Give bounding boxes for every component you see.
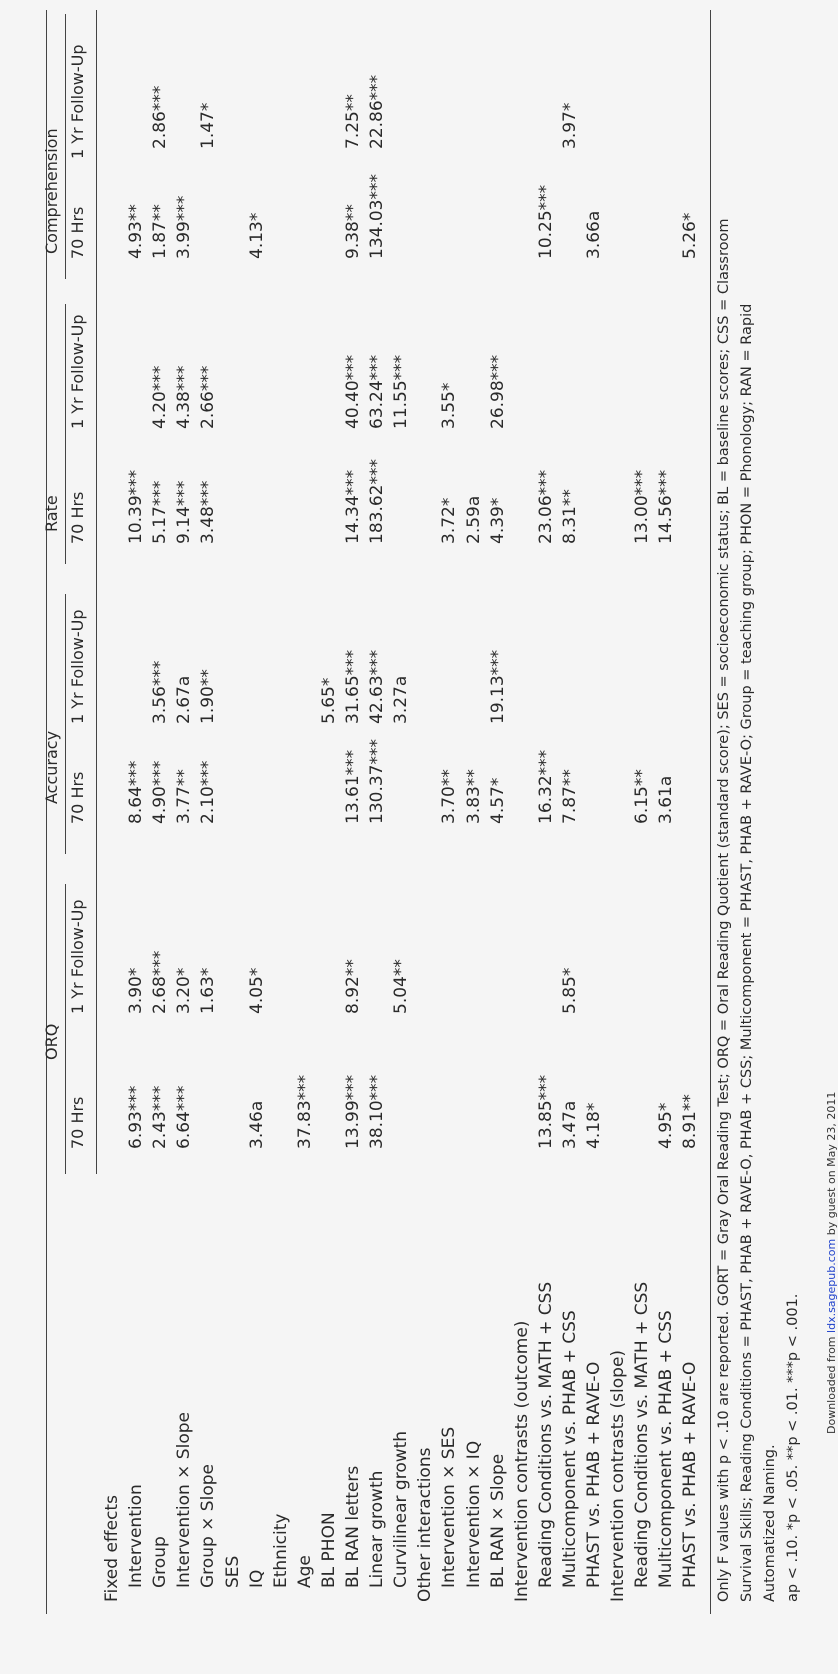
table-cell: 40.40*** bbox=[343, 354, 363, 429]
table-cell: 3.70** bbox=[439, 769, 460, 824]
table-cell: 13.85*** bbox=[535, 1074, 556, 1149]
table-cell: 3.20* bbox=[174, 967, 195, 1014]
table-cell: 3.97* bbox=[559, 102, 580, 149]
table-cell: 5.04** bbox=[391, 959, 412, 1014]
table-cell: 2.68*** bbox=[150, 950, 171, 1014]
table-cell: 31.65*** bbox=[343, 649, 363, 724]
table-cell: 38.10*** bbox=[367, 1074, 388, 1149]
table-cell: 14.34*** bbox=[343, 469, 363, 544]
table-cell: 134.03*** bbox=[367, 174, 388, 259]
group-header-orq: ORQ bbox=[42, 1023, 61, 1060]
table-cell: 130.37*** bbox=[367, 739, 388, 824]
table-cell: 2.67a bbox=[174, 675, 195, 724]
table-cell: 3.83** bbox=[463, 769, 484, 824]
row-label: BL PHON bbox=[318, 1512, 339, 1588]
table-cell: 2.59a bbox=[463, 495, 484, 544]
row-label: Fixed effects bbox=[102, 1495, 122, 1602]
subhead-accuracy-followup: 1 Yr Follow-Up bbox=[68, 609, 87, 724]
table-cell: 1.63* bbox=[198, 967, 219, 1014]
subhead-orq-followup: 1 Yr Follow-Up bbox=[68, 899, 87, 1014]
table-cell: 5.65* bbox=[318, 677, 339, 724]
subhead-comprehension-followup: 1 Yr Follow-Up bbox=[68, 44, 87, 159]
table-cell: 7.25** bbox=[343, 94, 363, 149]
row-label: PHAST vs. PHAB + RAVE-O bbox=[680, 1361, 701, 1588]
table-cell: 3.55* bbox=[439, 382, 460, 429]
accuracy-underline bbox=[65, 594, 66, 854]
row-label: Reading Conditions vs. MATH + CSS bbox=[535, 1281, 556, 1588]
subhead-comprehension-70hrs: 70 Hrs bbox=[68, 206, 87, 259]
table-cell: 4.05* bbox=[246, 967, 267, 1014]
row-label: BL RAN × Slope bbox=[487, 1453, 508, 1588]
table-cell: 3.61a bbox=[656, 775, 677, 824]
table-cell: 10.25*** bbox=[535, 184, 556, 259]
table-cell: 4.90*** bbox=[150, 760, 171, 824]
table-cell: 4.95* bbox=[656, 1102, 677, 1149]
table-cell: 4.38*** bbox=[174, 365, 195, 429]
table-cell: 5.85* bbox=[559, 967, 580, 1014]
table-cell: 9.14*** bbox=[174, 480, 195, 544]
group-header-rate: Rate bbox=[42, 495, 61, 532]
row-label: Multicomponent vs. PHAB + CSS bbox=[656, 1310, 677, 1588]
table-cell: 3.47a bbox=[559, 1100, 580, 1149]
note-line-4: ap < .10. *p < .05. **p < .01. ***p < .001. bbox=[785, 1293, 801, 1602]
source-link[interactable]: ldx.sagepub.com bbox=[825, 1238, 838, 1333]
row-label: SES bbox=[222, 1555, 243, 1588]
note-line-3: Automatized Naming. bbox=[762, 1444, 778, 1602]
table-cell: 8.31** bbox=[559, 489, 580, 544]
row-label: Other interactions bbox=[415, 1447, 436, 1602]
table-cell: 26.98*** bbox=[487, 354, 508, 429]
table-cell: 3.27a bbox=[391, 675, 412, 724]
header-bottom-rule bbox=[96, 10, 97, 1174]
table-cell: 3.99*** bbox=[174, 195, 195, 259]
table-cell: 23.06*** bbox=[535, 469, 556, 544]
table-cell: 6.15** bbox=[632, 769, 653, 824]
subhead-accuracy-70hrs: 70 Hrs bbox=[68, 771, 87, 824]
row-label: BL RAN letters bbox=[343, 1465, 363, 1588]
table-cell: 3.66a bbox=[584, 210, 604, 259]
table-cell: 16.32*** bbox=[535, 749, 556, 824]
table-cell: 10.39*** bbox=[126, 469, 147, 544]
table-cell: 1.47* bbox=[198, 102, 219, 149]
row-label: Group × Slope bbox=[198, 1464, 219, 1588]
table-cell: 1.90** bbox=[198, 669, 219, 724]
table-cell: 22.86*** bbox=[367, 74, 388, 149]
table-cell: 4.20*** bbox=[150, 365, 171, 429]
subhead-orq-70hrs: 70 Hrs bbox=[68, 1096, 87, 1149]
table-cell: 13.99*** bbox=[343, 1074, 363, 1149]
table-cell: 3.48*** bbox=[198, 480, 219, 544]
row-label: IQ bbox=[246, 1569, 267, 1588]
note-line-2: Survival Skills; Reading Conditions = PHAST, PHAB + RAVE-O, PHAB + CSS; Multicomponent = PHAST, PHAB + RAVE-O; Group = teaching group; PHON = Phonology; RAN = Rapid bbox=[739, 303, 755, 1602]
download-source bbox=[825, 1092, 838, 1434]
row-label: Intervention contrasts (slope) bbox=[608, 1349, 629, 1602]
table-cell: 37.83*** bbox=[294, 1074, 315, 1149]
row-label: Intervention bbox=[126, 1484, 147, 1588]
row-label: Intervention × IQ bbox=[463, 1440, 484, 1588]
table-cell: 63.24*** bbox=[367, 354, 388, 429]
table-cell: 2.86*** bbox=[150, 85, 171, 149]
subhead-rate-70hrs: 70 Hrs bbox=[68, 491, 87, 544]
subhead-rate-followup: 1 Yr Follow-Up bbox=[68, 314, 87, 429]
table-cell: 11.55*** bbox=[391, 354, 412, 429]
table-cell: 9.38** bbox=[343, 204, 363, 259]
row-label: Intervention × SES bbox=[439, 1426, 460, 1588]
table-cell: 8.64*** bbox=[126, 760, 147, 824]
row-label: Multicomponent vs. PHAB + CSS bbox=[559, 1310, 580, 1588]
group-header-comprehension: Comprehension bbox=[42, 128, 61, 254]
table-cell: 8.92** bbox=[343, 959, 363, 1014]
row-label: PHAST vs. PHAB + RAVE-O bbox=[584, 1361, 604, 1588]
table-cell: 3.90* bbox=[126, 967, 147, 1014]
table-cell: 4.18* bbox=[584, 1102, 604, 1149]
table-cell: 13.61*** bbox=[343, 749, 363, 824]
table-cell: 3.46a bbox=[246, 1100, 267, 1149]
source-suffix: by guest on May 23, 2011 bbox=[825, 1091, 838, 1239]
orq-underline bbox=[65, 884, 66, 1174]
rotated-table-page bbox=[10, 0, 838, 1674]
table-cell: 3.56*** bbox=[150, 660, 171, 724]
table-cell: 1.87** bbox=[150, 204, 171, 259]
row-label: Intervention × Slope bbox=[174, 1412, 195, 1588]
row-label: Curvilinear growth bbox=[391, 1430, 412, 1588]
table-bottom-rule bbox=[710, 10, 711, 1614]
row-label: Linear growth bbox=[367, 1470, 388, 1588]
table-cell: 19.13*** bbox=[487, 649, 508, 724]
row-label: Group bbox=[150, 1536, 171, 1588]
table-cell: 4.57* bbox=[487, 777, 508, 824]
table-cell: 8.91** bbox=[680, 1094, 701, 1149]
table-cell: 7.87** bbox=[559, 769, 580, 824]
row-label: Age bbox=[294, 1555, 315, 1588]
row-label: Reading Conditions vs. MATH + CSS bbox=[632, 1281, 653, 1588]
group-header-accuracy: Accuracy bbox=[42, 730, 61, 804]
table-cell: 42.63*** bbox=[367, 649, 388, 724]
table-cell: 5.26* bbox=[680, 212, 701, 259]
table-cell: 6.93*** bbox=[126, 1085, 147, 1149]
table-cell: 2.10*** bbox=[198, 760, 219, 824]
row-label: Ethnicity bbox=[270, 1513, 291, 1588]
table-cell: 4.93** bbox=[126, 204, 147, 259]
table-cell: 4.13* bbox=[246, 212, 267, 259]
rate-underline bbox=[65, 304, 66, 564]
table-cell: 183.62*** bbox=[367, 459, 388, 544]
row-label: Intervention contrasts (outcome) bbox=[511, 1320, 532, 1602]
table-cell: 3.77** bbox=[174, 769, 195, 824]
table-cell: 3.72* bbox=[439, 497, 460, 544]
table-cell: 2.66*** bbox=[198, 365, 219, 429]
table-cell: 6.64*** bbox=[174, 1085, 195, 1149]
table-cell: 14.56*** bbox=[656, 469, 677, 544]
comprehension-underline bbox=[65, 14, 66, 279]
note-line-1: Only F values with p < .10 are reported. GORT = Gray Oral Reading Test; ORQ = Oral Reading Quotient (standard score); SES = socioeconomic status; BL = baseline scores; CSS = Classroom bbox=[716, 218, 732, 1602]
table-cell: 2.43*** bbox=[150, 1085, 171, 1149]
table-cell: 5.17*** bbox=[150, 480, 171, 544]
table-cell: 13.00*** bbox=[632, 469, 653, 544]
source-prefix: Downloaded from bbox=[825, 1332, 838, 1434]
table-cell: 4.39* bbox=[487, 497, 508, 544]
